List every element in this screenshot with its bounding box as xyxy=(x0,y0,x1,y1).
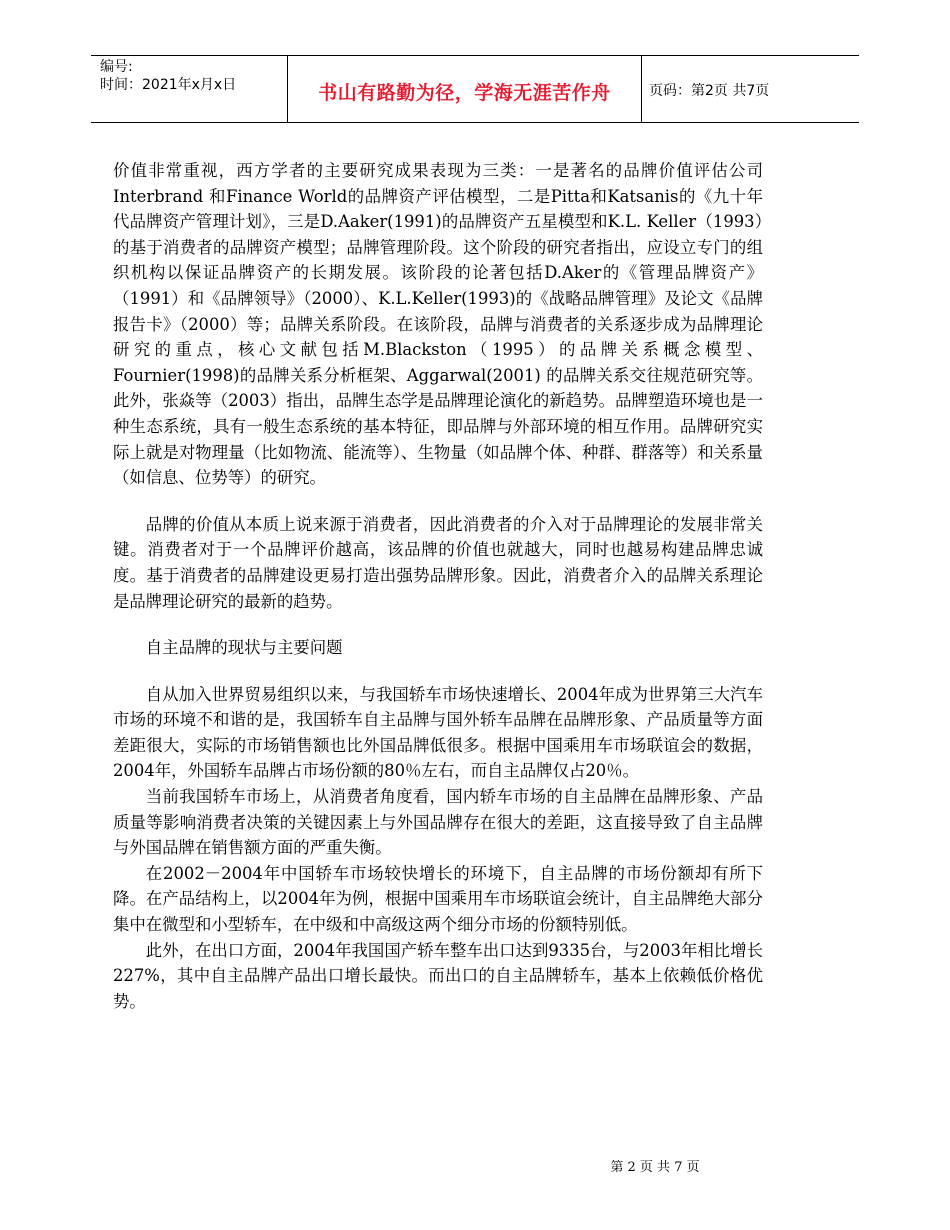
document-body xyxy=(113,158,763,1014)
header-motto: 书山有路勤为径，学海无涯苦作舟 xyxy=(318,82,611,104)
paragraph-market-share: 自从加入世界贸易组织以来，与我国轿车市场快速增长、2004年成为世界第三大汽车市场的环境不和谐的是，我国轿车自主品牌与国外轿车品牌在品牌形象、产品质量等方面差距很大，实际的市场销售额也比外国品牌低很多。根据中国乘用车市场联谊会的数据，2004年，外国轿车品牌占市场份额的80％左右，而自主品牌仅占20％。 xyxy=(113,684,763,781)
page-footer xyxy=(0,1156,950,1175)
document-number-label: 编号: xyxy=(100,59,133,75)
footer-page-number: 第 2 页 共 7 页 xyxy=(610,1160,700,1175)
paragraph-consumer-perspective: 当前我国轿车市场上，从消费者角度看，国内轿车市场的自主品牌在品牌形象、产品质量等影响消费者决策的关键因素上与外国品牌存在很大的差距，这直接导致了自主品牌与外国品牌在销售额方面的严重失衡。 xyxy=(113,787,763,858)
header-meta xyxy=(91,56,287,122)
paragraph-exports: 此外，在出口方面，2004年我国国产轿车整车出口达到9335台，与2003年相比增长227%，其中自主品牌产品出口增长最快。而出口的自主品牌轿车，基本上依赖低价格优势。 xyxy=(113,940,763,1011)
page-header xyxy=(91,55,859,123)
header-page-cell xyxy=(640,56,859,122)
section-heading: 自主品牌的现状与主要问题 xyxy=(145,638,343,658)
paragraph-product-structure: 在2002－2004年中国轿车市场较快增长的环境下，自主品牌的市场份额却有所下降。在产品结构上，以2004年为例，根据中国乘用车市场联谊会统计，自主品牌绝大部分集中在微型和小型轿车，在中级和中高级这两个细分市场的份额特别低。 xyxy=(113,863,763,935)
document-time-label: 时间：2021年x月x日 xyxy=(100,77,237,93)
header-motto-cell xyxy=(287,56,642,122)
header-page-info: 页码：第2页 共7页 xyxy=(649,83,770,99)
paragraph-brand-research-stages: 价值非常重视，西方学者的主要研究成果表现为三类：一是著名的品牌价值评估公司Interbrand 和Finance World的品牌资产评估模型，二是Pitta和Katsanis的《九十年代品牌资产管理计划》，三是D.Aaker(1991)的品牌资产五星模型和K.L. Keller（1993）的基于消费者的品牌资产模型；品牌管理阶段。这个阶段的研究者指出，应设立专门的组织机构以保证品牌资产的长期发展。该阶段的论著包括D.Aker的《管理品牌资产》（1991）和《品牌领导》（2000）、K.L.Keller(1993)的《战略品牌管理》及论文《品牌报告卡》（2000）等；品牌关系阶段。在该阶段，品牌与消费者的关系逐步成为品牌理论研究的重点，核心文献包括M.Blackston（1995）的品牌关系概念模型、Fournier(1998)的品牌关系分析框架、Aggarwal(2001) 的品牌关系交往规范研究等。此外，张焱等（2003）指出，品牌生态学是品牌理论演化的新趋势。品牌塑造环境也是一种生态系统，具有一般生态系统的基本特征，即品牌与外部环境的相互作用。品牌研究实际上就是对物理量（比如物流、能流等）、生物量（如品牌个体、种群、群落等）和关系量（如信息、位势等）的研究。 xyxy=(113,161,763,488)
paragraph-consumer-value: 品牌的价值从本质上说来源于消费者，因此消费者的介入对于品牌理论的发展非常关键。消费者对于一个品牌评价越高，该品牌的价值也就越大，同时也越易构建品牌忠诚度。基于消费者的品牌建设更易打造出强势品牌形象。因此，消费者介入的品牌关系理论是品牌理论研究的最新的趋势。 xyxy=(113,514,763,611)
